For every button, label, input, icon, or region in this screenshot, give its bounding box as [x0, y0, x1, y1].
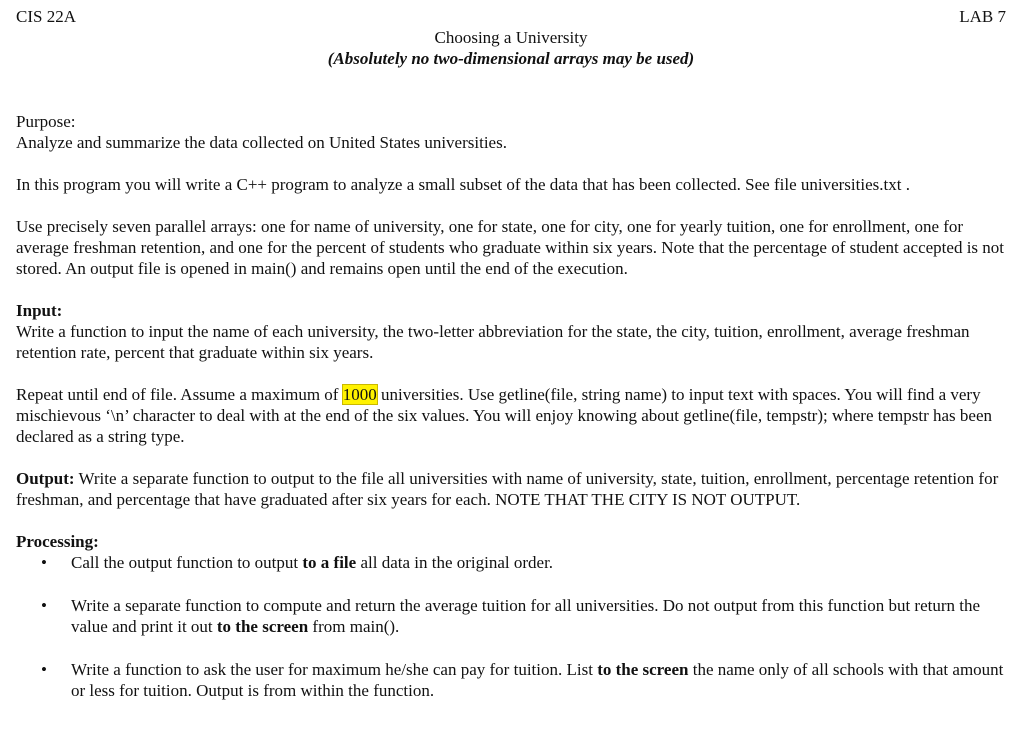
- arrays-paragraph: Use precisely seven parallel arrays: one for name of university, one for state, one for city, one for yearly tuition, one for enrollment, one for average freshman retention, and one for the percent of students who graduate within six years. Note that the percentage of student accepted is not stored. An output file is opened in main() and remains open until the end of the execution.: [16, 217, 1005, 278]
- processing-list: [16, 552, 1006, 701]
- output-paragraph: [16, 468, 1006, 510]
- list-item: • Write a function to ask the user for maximum he/she can pay for tuition. List to the screen the name only of all schools with that amount or less for tuition. Output is from within the function.: [16, 659, 1006, 701]
- course-code: CIS 22A: [16, 7, 76, 26]
- input-label: Input:: [16, 301, 63, 320]
- output-label: Output:: [16, 469, 75, 488]
- document-header: [16, 6, 1006, 27]
- input-text: Write a function to input the name of each university, the two-letter abbreviation for the state, the city, tuition, enrollment, average freshman retention rate, percent that graduate within six years.: [16, 322, 970, 362]
- lab-document: [16, 6, 1006, 701]
- list-item: • Write a separate function to compute and return the average tuition for all universities. Do not output from this function but return the value and print it out to the screen from main().: [16, 595, 1006, 637]
- output-text: Write a separate function to output to the file all universities with name of university, state, tuition, enrollment, percentage retention for freshman, and percentage that have graduated after six years for each. NOTE THAT THE CITY IS NOT OUTPUT.: [16, 469, 999, 509]
- repeat-text-before: Repeat until end of file. Assume a maximum of: [16, 385, 343, 404]
- highlighted-max-count: 1000: [342, 385, 377, 404]
- repeat-paragraph: [16, 384, 1006, 447]
- processing-label: Processing:: [16, 532, 99, 551]
- lab-number: LAB 7: [959, 7, 1006, 26]
- purpose-label: Purpose:: [16, 112, 76, 131]
- document-title: Choosing a University: [434, 28, 588, 47]
- document-subtitle: (Absolutely no two-dimensional arrays may be used): [327, 49, 695, 68]
- intro-paragraph: In this program you will write a C++ program to analyze a small subset of the data that has been collected. See file universities.txt .: [16, 175, 910, 194]
- purpose-text: Analyze and summarize the data collected on United States universities.: [16, 133, 507, 152]
- repeat-text-after: universities. Use getline(file, string name) to input text with spaces. You will find a very mischievous ‘\n’ character to deal with at the end of the six values. You will enjoy knowing about getline(file, tempstr); where tempstr has been declared as a string type.: [16, 385, 992, 446]
- list-item: • Call the output function to output to a file all data in the original order.: [16, 552, 1006, 573]
